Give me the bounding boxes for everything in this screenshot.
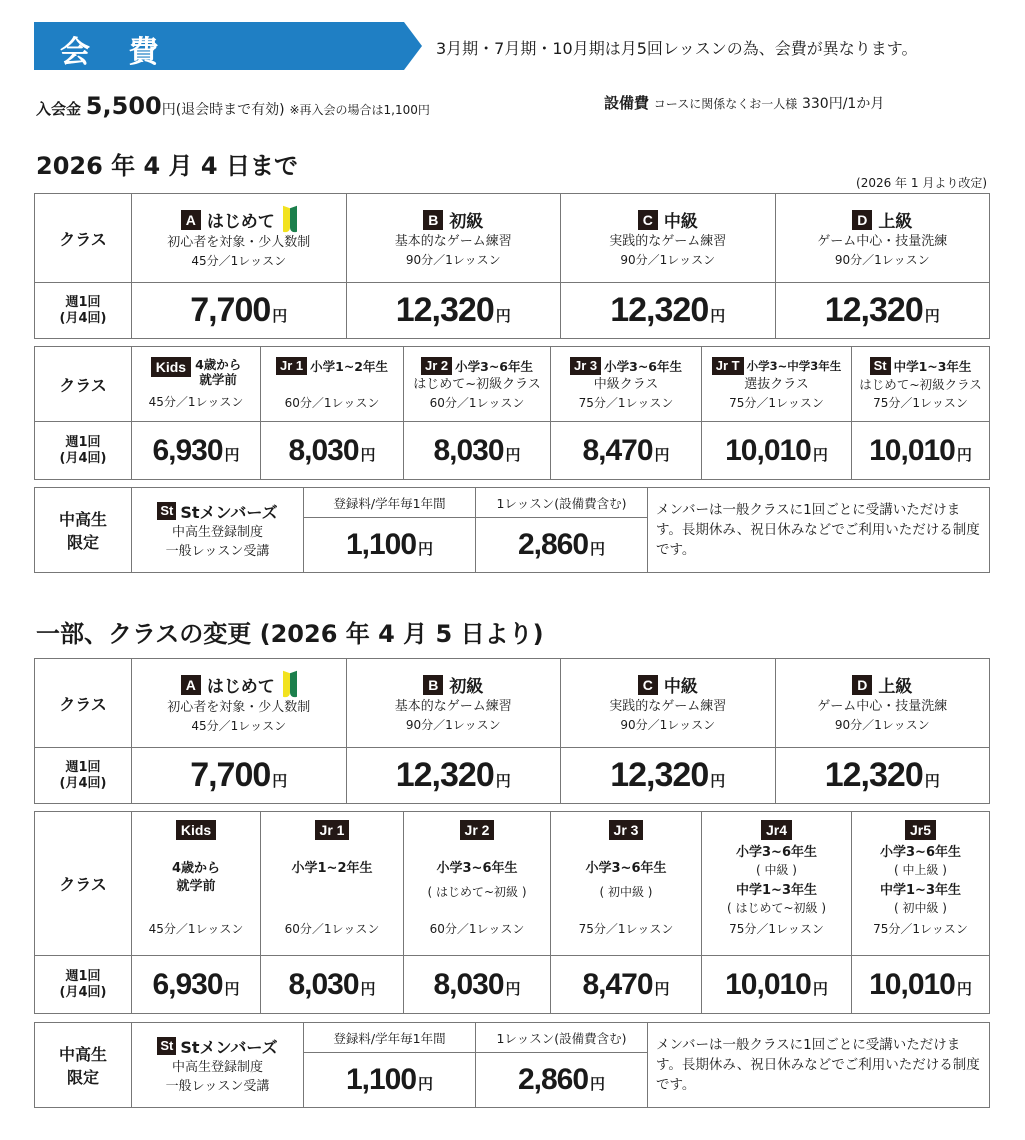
class-duration: 60分／1レッスン	[429, 395, 525, 410]
yen-unit: 円	[654, 980, 670, 998]
price-cell	[852, 956, 990, 1014]
class-target: 小学3~6年生	[585, 861, 667, 876]
facility-note: コースに関係なくお一人様	[653, 97, 798, 111]
row-label-weekly	[35, 748, 132, 804]
price-value: 12,320	[824, 291, 923, 329]
section2-members-table	[34, 1022, 990, 1108]
price-value: 2,860	[517, 528, 589, 561]
junior-cell-kids	[132, 347, 261, 422]
class-cell-a	[132, 659, 347, 748]
price-value: 12,320	[824, 756, 923, 794]
price-cell	[775, 748, 990, 804]
class-cell-a	[132, 194, 347, 283]
class-badge: Jr4	[761, 820, 792, 840]
members-name: Stメンバーズ	[180, 1037, 278, 1057]
admission-fee	[36, 92, 430, 120]
class-desc: 初心者を対象・少人数制	[167, 234, 311, 250]
class-badge: D	[852, 675, 872, 695]
price-value: 2,860	[517, 1063, 589, 1096]
class-cell-c	[561, 194, 776, 283]
class-desc: 初心者を対象・少人数制	[167, 699, 311, 715]
yen-unit: 円	[812, 980, 828, 998]
yen-unit: 円	[505, 980, 521, 998]
class-name: はじめて	[206, 677, 275, 697]
yen-unit: 円	[495, 773, 511, 790]
reg-fee-label: 登録料/学年毎1年間	[304, 1023, 476, 1053]
class-duration: 75分／1レッスン	[578, 395, 674, 410]
facility-label: 設備費	[604, 94, 650, 112]
price-cell	[132, 748, 347, 804]
junior-cell-jr1	[261, 347, 404, 422]
class-badge: B	[423, 210, 443, 230]
price-cell	[132, 283, 347, 339]
class-duration: 90分／1レッスン	[620, 253, 716, 267]
class-cell-b	[346, 194, 561, 283]
members-desc: 中高生登録制度	[171, 1059, 263, 1075]
class-name: 中級	[663, 677, 698, 697]
price-cell	[132, 956, 261, 1014]
price-value: 10,010	[869, 967, 955, 1001]
price-value: 10,010	[725, 433, 811, 467]
price-cell	[561, 748, 776, 804]
yen-unit: 円	[360, 980, 376, 998]
price-value: 1,100	[345, 528, 417, 561]
price-value: 6,930	[152, 433, 223, 467]
class-duration: 60分／1レッスン	[284, 922, 380, 936]
class-desc: 中級クラス	[593, 376, 659, 392]
class-level: ( 初中級 )	[894, 901, 947, 915]
class-name: 上級	[878, 212, 913, 232]
row-label-class: クラス	[35, 347, 132, 422]
class-duration: 90分／1レッスン	[405, 253, 501, 267]
price-value: 12,320	[610, 291, 709, 329]
price-cell	[404, 956, 551, 1014]
class-badge: Jr 2	[460, 820, 495, 840]
price-value: 8,030	[288, 967, 359, 1001]
fee-header-banner	[34, 22, 420, 70]
yen-unit: 円	[224, 446, 240, 464]
section1-main-table	[34, 193, 990, 339]
members-note: メンバーは一般クラスに1回ごとに受講いただけます。長期休み、祝日休みなどでご利用いただける制度です。	[648, 488, 990, 573]
class-badge: C	[638, 210, 658, 230]
yen-unit: 円	[710, 308, 726, 325]
section1-members-table	[34, 487, 990, 573]
yen-unit: 円	[505, 446, 521, 464]
class-target: 就学前	[176, 879, 216, 894]
members-label-line1: 中高生	[58, 1045, 107, 1064]
price-cell	[551, 422, 702, 480]
members-desc: 一般レッスン受講	[165, 1078, 270, 1094]
section1-title: 2026 年 4 月 4 日まで	[36, 152, 298, 180]
members-label-line1: 中高生	[58, 510, 107, 529]
monthly-label: (月4回)	[59, 775, 107, 791]
yen-unit: 円	[418, 1076, 434, 1093]
class-badge: Kids	[176, 820, 216, 840]
lesson-fee-price	[476, 1053, 648, 1108]
class-badge: St	[870, 357, 891, 375]
section2-junior-table	[34, 811, 990, 1014]
members-note: メンバーは一般クラスに1回ごとに受講いただけます。長期休み、祝日休みなどでご利用いただける制度です。	[648, 1023, 990, 1108]
class-target: 小学3~6年生	[736, 845, 817, 860]
yen-unit: 円	[418, 541, 434, 558]
class-duration: 60分／1レッスン	[284, 395, 380, 410]
members-desc: 一般レッスン受講	[165, 543, 270, 559]
class-target: 中学1~3年生	[736, 883, 817, 898]
price-cell	[404, 422, 551, 480]
class-duration: 90分／1レッスン	[834, 718, 930, 732]
class-cell-d	[775, 194, 990, 283]
class-cell-b	[346, 659, 561, 748]
price-cell	[132, 422, 261, 480]
junior-cell-jr5	[852, 812, 990, 956]
class-duration: 75分／1レッスン	[873, 922, 968, 936]
weekly-label: 週1回	[65, 759, 101, 775]
price-cell	[551, 956, 702, 1014]
junior-cell-jr3	[551, 812, 702, 956]
class-duration: 45分／1レッスン	[191, 718, 287, 733]
class-duration: 90分／1レッスン	[834, 253, 930, 267]
price-value: 10,010	[869, 433, 955, 467]
class-target: 4歳から	[171, 861, 221, 876]
yen-unit: 円	[924, 308, 940, 325]
class-duration: 75分／1レッスン	[729, 922, 824, 936]
class-duration: 45分／1レッスン	[191, 253, 287, 268]
junior-cell-jrt	[702, 347, 852, 422]
class-badge: Jr 1	[276, 357, 307, 375]
class-name: 中級	[663, 212, 698, 232]
class-target: 4歳から	[195, 357, 242, 372]
class-desc: ゲーム中心・技量洗練	[817, 234, 948, 249]
class-desc: はじめて~初級クラス	[413, 376, 541, 392]
class-desc: 基本的なゲーム練習	[394, 234, 512, 249]
members-info-cell	[132, 488, 304, 573]
class-duration: 60分／1レッスン	[429, 922, 525, 936]
junior-cell-jr3	[551, 347, 702, 422]
price-cell	[261, 956, 404, 1014]
yen-unit: 円	[360, 446, 376, 464]
junior-cell-jr2	[404, 812, 551, 956]
revised-note: (2026 年 1 月より改定)	[856, 176, 987, 190]
class-target: 中学1~3年生	[880, 883, 961, 898]
class-duration: 45分／1レッスン	[148, 395, 244, 409]
row-label-weekly	[35, 422, 132, 480]
price-value: 12,320	[395, 756, 494, 794]
class-duration: 45分／1レッスン	[148, 922, 244, 936]
yen-unit: 円	[272, 773, 288, 790]
class-badge: A	[181, 675, 201, 695]
class-desc: 選抜クラス	[744, 376, 809, 392]
class-badge: C	[638, 675, 658, 695]
price-value: 8,470	[582, 433, 653, 467]
yen-unit: 円	[272, 308, 288, 325]
admission-amount: 5,500	[85, 92, 162, 120]
yen-unit: 円	[924, 773, 940, 790]
price-cell	[702, 422, 852, 480]
yen-unit: 円	[812, 446, 828, 464]
reg-fee-price	[304, 518, 476, 573]
class-desc: はじめて~初級クラス	[859, 376, 982, 392]
price-cell	[346, 283, 561, 339]
header-note: 3月期・7月期・10月期は月5回レッスンの為、会費が異なります。	[436, 39, 918, 58]
class-desc: 実践的なゲーム練習	[609, 699, 727, 714]
lesson-fee-price	[476, 518, 648, 573]
class-desc: 実践的なゲーム練習	[609, 234, 727, 249]
price-cell	[852, 422, 990, 480]
monthly-label: (月4回)	[59, 310, 107, 326]
yen-unit: 円	[956, 446, 972, 464]
yen-unit: 円	[654, 446, 670, 464]
class-level: ( 初中級 )	[599, 885, 653, 899]
yen-unit: 円	[495, 308, 511, 325]
price-value: 7,700	[190, 756, 271, 794]
row-label-class: クラス	[35, 659, 132, 748]
yen-unit: 円	[956, 980, 972, 998]
price-cell	[346, 748, 561, 804]
class-badge: Jr 3	[570, 357, 601, 375]
class-name: 初級	[449, 677, 484, 697]
class-badge: D	[852, 210, 872, 230]
class-level: ( 中級 )	[756, 863, 797, 877]
price-value: 12,320	[395, 291, 494, 329]
admission-validity: (退会時まで有効)	[175, 102, 285, 118]
class-target: 小学1~2年生	[310, 358, 388, 374]
class-target: 小学3~6年生	[604, 358, 682, 374]
members-desc: 中高生登録制度	[171, 524, 263, 540]
class-desc: ゲーム中心・技量洗練	[817, 699, 948, 714]
class-level: ( はじめて~初級 )	[726, 901, 827, 915]
class-badge: Kids	[151, 357, 191, 377]
row-label-class: クラス	[35, 812, 132, 956]
class-duration: 90分／1レッスン	[620, 718, 716, 732]
price-value: 12,320	[610, 756, 709, 794]
weekly-label: 週1回	[65, 968, 101, 984]
class-target: 就学前	[199, 372, 237, 387]
members-row-label	[35, 1023, 132, 1108]
members-row-label	[35, 488, 132, 573]
price-value: 1,100	[345, 1063, 417, 1096]
class-badge: Jr5	[905, 820, 936, 840]
yen-unit: 円	[224, 980, 240, 998]
admission-label: 入会金	[36, 100, 82, 118]
section1-junior-table	[34, 346, 990, 480]
price-cell	[561, 283, 776, 339]
class-badge: Jr T	[712, 357, 744, 375]
class-name: はじめて	[206, 212, 275, 232]
class-duration: 90分／1レッスン	[405, 718, 501, 732]
class-duration: 75分／1レッスン	[729, 395, 824, 410]
row-label-weekly	[35, 956, 132, 1014]
reg-fee-label: 登録料/学年毎1年間	[304, 488, 476, 518]
class-target: 小学3~6年生	[880, 845, 961, 860]
price-value: 7,700	[190, 291, 271, 329]
facility-amount: 330円/1か月	[801, 96, 885, 112]
class-duration: 75分／1レッスン	[578, 922, 674, 936]
class-level: ( はじめて~初級 )	[427, 885, 527, 899]
facility-fee	[604, 92, 884, 113]
price-value: 10,010	[725, 967, 811, 1001]
price-cell	[702, 956, 852, 1014]
weekly-label: 週1回	[65, 294, 101, 310]
class-name: 上級	[878, 677, 913, 697]
class-cell-d	[775, 659, 990, 748]
class-badge: Jr 2	[421, 357, 452, 375]
price-cell	[775, 283, 990, 339]
class-cell-c	[561, 659, 776, 748]
junior-cell-jr1	[261, 812, 404, 956]
row-label-class: クラス	[35, 194, 132, 283]
yen-unit: 円	[710, 773, 726, 790]
members-info-cell	[132, 1023, 304, 1108]
junior-cell-kids	[132, 812, 261, 956]
junior-cell-jr2	[404, 347, 551, 422]
class-target: 小学1~2年生	[291, 861, 373, 876]
lesson-fee-label: 1レッスン(設備費含む)	[476, 488, 648, 518]
monthly-label: (月4回)	[59, 984, 107, 1000]
class-desc: 基本的なゲーム練習	[394, 699, 512, 714]
class-level: ( 中上級 )	[894, 863, 947, 877]
class-badge: B	[423, 675, 443, 695]
yen-unit: 円	[590, 1076, 606, 1093]
price-value: 6,930	[152, 967, 223, 1001]
section2-main-table	[34, 658, 990, 804]
class-desc	[261, 375, 403, 394]
class-name: 初級	[449, 212, 484, 232]
row-label-weekly	[35, 283, 132, 339]
class-target: 小学3~6年生	[436, 861, 518, 876]
class-badge: Jr 1	[315, 820, 350, 840]
class-badge: Jr 3	[609, 820, 644, 840]
price-value: 8,030	[433, 433, 504, 467]
members-name: Stメンバーズ	[180, 502, 278, 522]
members-label-line2: 限定	[66, 1068, 99, 1087]
beginner-mark-icon	[283, 672, 297, 698]
monthly-label: (月4回)	[59, 450, 107, 466]
members-badge: St	[157, 1037, 176, 1055]
weekly-label: 週1回	[65, 434, 101, 450]
junior-cell-jr4	[702, 812, 852, 956]
class-duration: 75分／1レッスン	[873, 395, 968, 410]
price-value: 8,030	[433, 967, 504, 1001]
class-badge: A	[181, 210, 201, 230]
reentry-note: ※再入会の場合は1,100円	[289, 103, 430, 117]
members-badge: St	[157, 502, 176, 520]
banner-arrow-tip	[404, 22, 422, 70]
yen-unit: 円	[590, 541, 606, 558]
class-target: 小学3~6年生	[455, 358, 533, 374]
class-target: 小学3~中学3年生	[746, 358, 842, 373]
price-value: 8,470	[582, 967, 653, 1001]
beginner-mark-icon	[283, 207, 297, 233]
junior-cell-st	[852, 347, 990, 422]
reg-fee-price	[304, 1053, 476, 1108]
admission-yen: 円	[161, 102, 176, 118]
page-title: 会 費	[60, 35, 173, 70]
lesson-fee-label: 1レッスン(設備費含む)	[476, 1023, 648, 1053]
price-value: 8,030	[288, 433, 359, 467]
members-label-line2: 限定	[66, 533, 99, 552]
class-target: 中学1~3年生	[893, 358, 972, 374]
price-cell	[261, 422, 404, 480]
section2-title: 一部、クラスの変更 (2026 年 4 月 5 日より)	[36, 620, 544, 648]
